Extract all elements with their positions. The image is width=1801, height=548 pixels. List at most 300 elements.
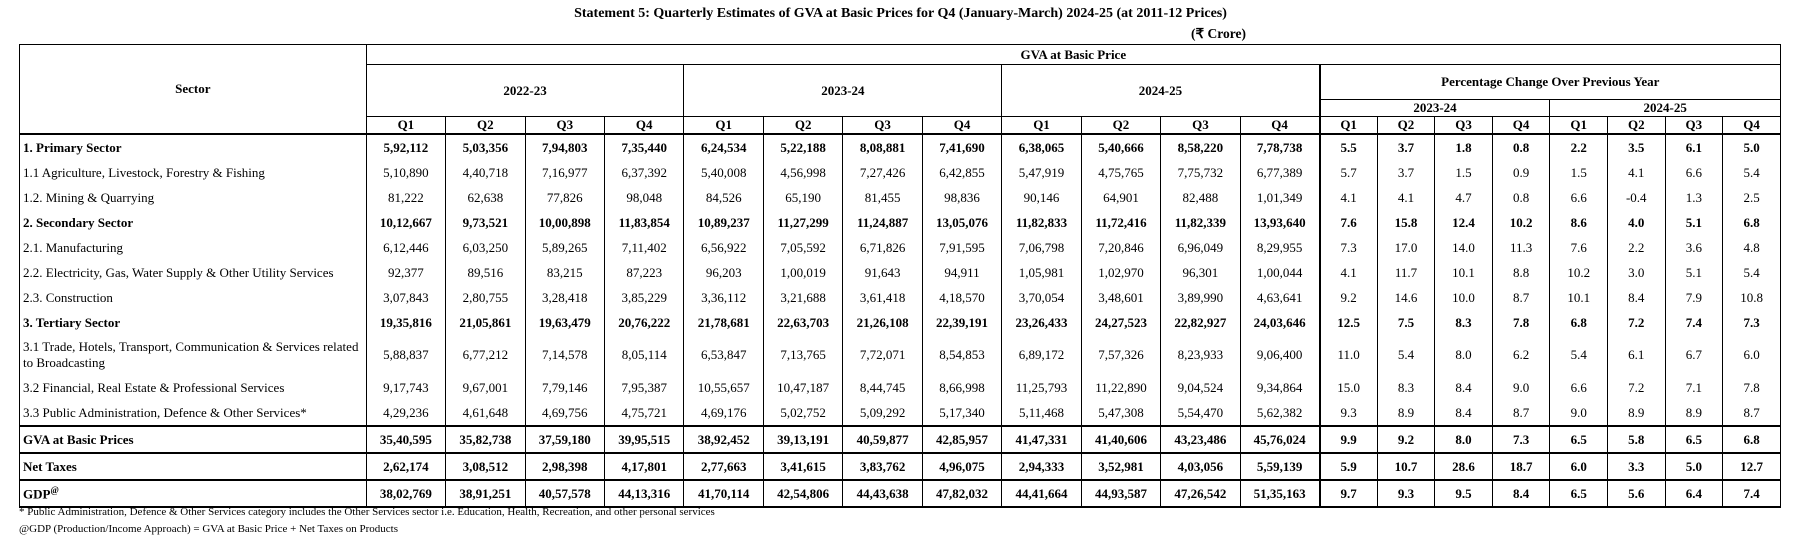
gva-value-cell: 4,69,756 <box>525 400 604 426</box>
gva-value-cell: 7,13,765 <box>763 335 842 375</box>
gva-value-cell: 4,17,801 <box>605 453 684 480</box>
gva-value-cell: 3,41,615 <box>763 453 842 480</box>
gva-value-cell: 40,59,877 <box>843 426 922 453</box>
sector-name: 3.1 Trade, Hotels, Transport, Communication & Services related to Broadcasting <box>20 335 367 375</box>
gva-value-cell: 4,61,648 <box>446 400 525 426</box>
gva-value-cell: 3,52,981 <box>1081 453 1160 480</box>
gva-value-cell: 5,40,666 <box>1081 134 1160 160</box>
gva-value-cell: 9,34,864 <box>1240 375 1319 400</box>
quarter-header: Q1 <box>1320 117 1378 135</box>
sector-name: 1.1 Agriculture, Livestock, Forestry & Fishing <box>20 160 367 185</box>
pct-change-cell: 12.4 <box>1435 210 1493 235</box>
pct-change-cell: 2.2 <box>1550 134 1608 160</box>
quarter-header: Q1 <box>684 117 763 135</box>
quarter-header: Q2 <box>446 117 525 135</box>
gva-value-cell: 6,38,065 <box>1002 134 1081 160</box>
pct-change-cell: 8.4 <box>1492 480 1550 507</box>
gva-value-cell: 44,13,316 <box>605 480 684 507</box>
pct-change-cell: 8.0 <box>1435 335 1493 375</box>
pct-change-cell: 5.9 <box>1320 453 1378 480</box>
sector-name: 1. Primary Sector <box>20 134 367 160</box>
gva-value-cell: 5,02,752 <box>763 400 842 426</box>
gva-value-cell: 4,29,236 <box>366 400 445 426</box>
sector-name: 2.3. Construction <box>20 285 367 310</box>
gva-value-cell: 5,40,008 <box>684 160 763 185</box>
pct-change-cell: 5.5 <box>1320 134 1378 160</box>
gva-value-cell: 3,89,990 <box>1161 285 1240 310</box>
gva-value-cell: 4,63,641 <box>1240 285 1319 310</box>
gva-value-cell: 94,911 <box>922 260 1001 285</box>
gva-value-cell: 10,00,898 <box>525 210 604 235</box>
footnote-marker: @ <box>50 484 59 495</box>
pct-change-cell: 5.6 <box>1607 480 1665 507</box>
pct-change-cell: 8.7 <box>1492 400 1550 426</box>
unit-label: (₹ Crore) <box>1191 26 1246 41</box>
gva-value-cell: 11,22,890 <box>1081 375 1160 400</box>
pct-change-cell: 6.7 <box>1665 335 1723 375</box>
gva-value-cell: 24,03,646 <box>1240 310 1319 335</box>
pct-change-cell: 6.5 <box>1550 426 1608 453</box>
gva-value-cell: 8,08,881 <box>843 134 922 160</box>
pct-change-cell: 9.3 <box>1320 400 1378 426</box>
gva-value-cell: 5,89,265 <box>525 235 604 260</box>
gva-value-cell: 38,92,452 <box>684 426 763 453</box>
gva-value-cell: 9,17,743 <box>366 375 445 400</box>
pct-change-cell: 6.1 <box>1607 335 1665 375</box>
table-row <box>20 310 1781 335</box>
gva-value-cell: 41,47,331 <box>1002 426 1081 453</box>
pct-change-cell: 6.1 <box>1665 134 1723 160</box>
quarter-header: Q4 <box>1492 117 1550 135</box>
gva-value-cell: 19,63,479 <box>525 310 604 335</box>
pct-change-cell: 5.0 <box>1665 453 1723 480</box>
pct-change-cell: 7.2 <box>1607 310 1665 335</box>
gva-value-cell: 7,79,146 <box>525 375 604 400</box>
footnote-public-administration: * Public Administration, Defence & Other Services category includes the Other Services sector i.e. Education, Health, Recreation, and other personal services <box>19 506 715 518</box>
gva-value-cell: 40,57,578 <box>525 480 604 507</box>
gva-value-cell: 98,048 <box>605 185 684 210</box>
gva-value-cell: 3,85,229 <box>605 285 684 310</box>
pct-year-header-2024-25: 2024-25 <box>1550 100 1781 117</box>
pct-change-cell: 6.0 <box>1550 453 1608 480</box>
pct-change-cell: 7.8 <box>1492 310 1550 335</box>
gva-value-cell: 2,62,174 <box>366 453 445 480</box>
pct-change-cell: 3.0 <box>1607 260 1665 285</box>
pct-change-cell: 4.1 <box>1320 185 1378 210</box>
quarter-header: Q3 <box>1161 117 1240 135</box>
gva-value-cell: 19,35,816 <box>366 310 445 335</box>
table-row <box>20 210 1781 235</box>
sector-name: GDP@ <box>20 480 367 507</box>
gva-value-cell: 21,05,861 <box>446 310 525 335</box>
gva-value-cell: 3,83,762 <box>843 453 922 480</box>
gva-value-cell: 8,05,114 <box>605 335 684 375</box>
gva-value-cell: 6,37,392 <box>605 160 684 185</box>
pct-change-cell: 9.7 <box>1320 480 1378 507</box>
pct-change-cell: 10.8 <box>1723 285 1781 310</box>
gva-value-cell: 10,47,187 <box>763 375 842 400</box>
gva-value-cell: 65,190 <box>763 185 842 210</box>
pct-change-cell: 8.6 <box>1550 210 1608 235</box>
table-row <box>20 375 1781 400</box>
gva-value-cell: 8,29,955 <box>1240 235 1319 260</box>
pct-change-cell: 10.1 <box>1435 260 1493 285</box>
gva-value-cell: 1,02,970 <box>1081 260 1160 285</box>
gva-value-cell: 42,54,806 <box>763 480 842 507</box>
gva-value-cell: 7,05,592 <box>763 235 842 260</box>
pct-change-cell: 6.6 <box>1550 375 1608 400</box>
gva-value-cell: 5,11,468 <box>1002 400 1081 426</box>
gva-value-cell: 6,71,826 <box>843 235 922 260</box>
pct-change-cell: 1.5 <box>1435 160 1493 185</box>
table-row <box>20 453 1781 480</box>
gva-value-cell: 8,66,998 <box>922 375 1001 400</box>
pct-change-cell: 4.8 <box>1723 235 1781 260</box>
sector-name: GVA at Basic Prices <box>20 426 367 453</box>
pct-change-cell: 11.7 <box>1377 260 1435 285</box>
gva-value-cell: 6,12,446 <box>366 235 445 260</box>
gva-value-cell: 45,76,024 <box>1240 426 1319 453</box>
gva-value-cell: 6,56,922 <box>684 235 763 260</box>
gva-value-cell: 11,82,833 <box>1002 210 1081 235</box>
gva-value-cell: 7,94,803 <box>525 134 604 160</box>
pct-change-cell: 14.6 <box>1377 285 1435 310</box>
gva-value-cell: 4,69,176 <box>684 400 763 426</box>
gva-value-cell: 96,301 <box>1161 260 1240 285</box>
pct-change-cell: 12.5 <box>1320 310 1378 335</box>
gva-value-cell: 2,94,333 <box>1002 453 1081 480</box>
gva-value-cell: 11,24,887 <box>843 210 922 235</box>
pct-change-cell: 5.4 <box>1550 335 1608 375</box>
pct-change-cell: 7.4 <box>1723 480 1781 507</box>
pct-change-cell: -0.4 <box>1607 185 1665 210</box>
gva-value-cell: 7,78,738 <box>1240 134 1319 160</box>
pct-change-cell: 8.8 <box>1492 260 1550 285</box>
quarter-header: Q1 <box>1002 117 1081 135</box>
pct-change-cell: 6.8 <box>1723 210 1781 235</box>
gva-value-cell: 3,36,112 <box>684 285 763 310</box>
gva-value-cell: 1,05,981 <box>1002 260 1081 285</box>
gva-value-cell: 90,146 <box>1002 185 1081 210</box>
table-row <box>20 160 1781 185</box>
gva-value-cell: 10,89,237 <box>684 210 763 235</box>
gva-value-cell: 5,62,382 <box>1240 400 1319 426</box>
gva-value-cell: 87,223 <box>605 260 684 285</box>
gva-value-cell: 1,00,044 <box>1240 260 1319 285</box>
gva-value-cell: 21,26,108 <box>843 310 922 335</box>
gva-value-cell: 3,28,418 <box>525 285 604 310</box>
pct-change-cell: 8.7 <box>1492 285 1550 310</box>
pct-change-cell: 9.5 <box>1435 480 1493 507</box>
table-row <box>20 426 1781 453</box>
gva-value-cell: 81,222 <box>366 185 445 210</box>
pct-change-cell: 7.8 <box>1723 375 1781 400</box>
quarter-header: Q1 <box>1550 117 1608 135</box>
pct-change-cell: 10.1 <box>1550 285 1608 310</box>
pct-change-cell: 7.9 <box>1665 285 1723 310</box>
pct-change-cell: 8.9 <box>1377 400 1435 426</box>
sector-name: 2.1. Manufacturing <box>20 235 367 260</box>
gva-value-cell: 42,85,957 <box>922 426 1001 453</box>
quarter-header: Q4 <box>1240 117 1319 135</box>
gva-value-cell: 5,10,890 <box>366 160 445 185</box>
pct-change-cell: 8.4 <box>1435 400 1493 426</box>
gva-value-cell: 7,11,402 <box>605 235 684 260</box>
gva-value-cell: 23,26,433 <box>1002 310 1081 335</box>
gva-value-cell: 7,75,732 <box>1161 160 1240 185</box>
gva-value-cell: 7,57,326 <box>1081 335 1160 375</box>
gva-value-cell: 6,96,049 <box>1161 235 1240 260</box>
pct-change-cell: 0.9 <box>1492 160 1550 185</box>
pct-change-cell: 7.6 <box>1550 235 1608 260</box>
gva-value-cell: 7,06,798 <box>1002 235 1081 260</box>
pct-group-header: Percentage Change Over Previous Year <box>1320 65 1781 100</box>
pct-change-cell: 0.8 <box>1492 134 1550 160</box>
sector-name: 2. Secondary Sector <box>20 210 367 235</box>
pct-change-cell: 4.7 <box>1435 185 1493 210</box>
pct-change-cell: 10.0 <box>1435 285 1493 310</box>
pct-change-cell: 8.3 <box>1377 375 1435 400</box>
pct-change-cell: 8.4 <box>1607 285 1665 310</box>
gva-value-cell: 38,02,769 <box>366 480 445 507</box>
pct-change-cell: 1.3 <box>1665 185 1723 210</box>
gva-value-cell: 4,75,765 <box>1081 160 1160 185</box>
gva-value-cell: 3,48,601 <box>1081 285 1160 310</box>
gva-value-cell: 9,04,524 <box>1161 375 1240 400</box>
pct-change-cell: 8.9 <box>1665 400 1723 426</box>
gva-value-cell: 4,40,718 <box>446 160 525 185</box>
pct-change-cell: 3.7 <box>1377 134 1435 160</box>
gva-value-cell: 39,95,515 <box>605 426 684 453</box>
pct-change-cell: 7.3 <box>1723 310 1781 335</box>
quarter-header: Q4 <box>605 117 684 135</box>
gva-value-cell: 82,488 <box>1161 185 1240 210</box>
gva-value-cell: 8,23,933 <box>1161 335 1240 375</box>
pct-change-cell: 14.0 <box>1435 235 1493 260</box>
pct-change-cell: 17.0 <box>1377 235 1435 260</box>
table-row <box>20 134 1781 160</box>
pct-change-cell: 9.2 <box>1377 426 1435 453</box>
pct-change-cell: 5.4 <box>1723 260 1781 285</box>
pct-change-cell: 7.3 <box>1492 426 1550 453</box>
gva-value-cell: 5,17,340 <box>922 400 1001 426</box>
pct-change-cell: 2.5 <box>1723 185 1781 210</box>
pct-change-cell: 9.2 <box>1320 285 1378 310</box>
sector-header: Sector <box>20 45 367 135</box>
gva-value-cell: 41,70,114 <box>684 480 763 507</box>
table-row <box>20 480 1781 507</box>
gva-value-cell: 20,76,222 <box>605 310 684 335</box>
pct-change-cell: 6.8 <box>1550 310 1608 335</box>
gva-value-cell: 98,836 <box>922 185 1001 210</box>
sector-name: 3. Tertiary Sector <box>20 310 367 335</box>
sector-name: 1.2. Mining & Quarrying <box>20 185 367 210</box>
pct-change-cell: 9.9 <box>1320 426 1378 453</box>
table-row <box>20 400 1781 426</box>
sector-name: Net Taxes <box>20 453 367 480</box>
gva-value-cell: 7,35,440 <box>605 134 684 160</box>
gva-value-cell: 6,24,534 <box>684 134 763 160</box>
gva-value-cell: 5,88,837 <box>366 335 445 375</box>
pct-change-cell: 5.1 <box>1665 260 1723 285</box>
gva-value-cell: 1,00,019 <box>763 260 842 285</box>
gva-value-cell: 47,82,032 <box>922 480 1001 507</box>
pct-change-cell: 9.0 <box>1492 375 1550 400</box>
pct-change-cell: 7.5 <box>1377 310 1435 335</box>
gva-value-cell: 91,643 <box>843 260 922 285</box>
gva-value-cell: 44,93,587 <box>1081 480 1160 507</box>
gva-value-cell: 5,22,188 <box>763 134 842 160</box>
pct-change-cell: 4.1 <box>1607 160 1665 185</box>
table-row <box>20 335 1781 375</box>
gva-group-header: GVA at Basic Price <box>366 45 1780 65</box>
pct-change-cell: 6.0 <box>1723 335 1781 375</box>
gva-value-cell: 6,77,389 <box>1240 160 1319 185</box>
gva-value-cell: 5,92,112 <box>366 134 445 160</box>
gva-value-cell: 7,20,846 <box>1081 235 1160 260</box>
pct-change-cell: 11.3 <box>1492 235 1550 260</box>
gva-value-cell: 3,70,054 <box>1002 285 1081 310</box>
gva-value-cell: 1,01,349 <box>1240 185 1319 210</box>
quarter-header: Q2 <box>1377 117 1435 135</box>
gva-value-cell: 41,40,606 <box>1081 426 1160 453</box>
quarter-header: Q3 <box>843 117 922 135</box>
gva-value-cell: 4,03,056 <box>1161 453 1240 480</box>
gva-value-cell: 7,95,387 <box>605 375 684 400</box>
gva-value-cell: 7,27,426 <box>843 160 922 185</box>
gva-value-cell: 7,72,071 <box>843 335 922 375</box>
gva-value-cell: 47,26,542 <box>1161 480 1240 507</box>
gva-value-cell: 51,35,163 <box>1240 480 1319 507</box>
pct-change-cell: 7.3 <box>1320 235 1378 260</box>
footnote-gdp: @GDP (Production/Income Approach) = GVA at Basic Price + Net Taxes on Products <box>19 523 399 535</box>
gva-value-cell: 44,41,664 <box>1002 480 1081 507</box>
gva-value-cell: 13,05,076 <box>922 210 1001 235</box>
gva-value-cell: 84,526 <box>684 185 763 210</box>
gva-value-cell: 10,55,657 <box>684 375 763 400</box>
gva-value-cell: 22,63,703 <box>763 310 842 335</box>
gva-value-cell: 3,61,418 <box>843 285 922 310</box>
gva-value-cell: 7,14,578 <box>525 335 604 375</box>
pct-change-cell: 10.7 <box>1377 453 1435 480</box>
quarter-header: Q2 <box>1607 117 1665 135</box>
pct-change-cell: 2.2 <box>1607 235 1665 260</box>
pct-change-cell: 5.8 <box>1607 426 1665 453</box>
pct-change-cell: 3.7 <box>1377 160 1435 185</box>
statement-title: Statement 5: Quarterly Estimates of GVA at Basic Prices for Q4 (January-March) 2024-25 (at 2011-12 Prices) <box>574 6 1227 21</box>
gva-value-cell: 6,77,212 <box>446 335 525 375</box>
gva-value-cell: 5,47,308 <box>1081 400 1160 426</box>
gva-value-cell: 96,203 <box>684 260 763 285</box>
quarter-header: Q1 <box>366 117 445 135</box>
gva-value-cell: 43,23,486 <box>1161 426 1240 453</box>
pct-change-cell: 10.2 <box>1492 210 1550 235</box>
pct-change-cell: 6.2 <box>1492 335 1550 375</box>
pct-change-cell: 5.0 <box>1723 134 1781 160</box>
gva-value-cell: 4,75,721 <box>605 400 684 426</box>
gva-value-cell: 22,39,191 <box>922 310 1001 335</box>
gva-value-cell: 5,59,139 <box>1240 453 1319 480</box>
pct-change-cell: 8.7 <box>1723 400 1781 426</box>
gva-value-cell: 11,82,339 <box>1161 210 1240 235</box>
year-header-2022-23: 2022-23 <box>366 65 684 117</box>
pct-change-cell: 7.4 <box>1665 310 1723 335</box>
gva-value-cell: 7,41,690 <box>922 134 1001 160</box>
gva-value-cell: 3,08,512 <box>446 453 525 480</box>
quarter-header: Q3 <box>525 117 604 135</box>
gva-value-cell: 77,826 <box>525 185 604 210</box>
sector-name: 2.2. Electricity, Gas, Water Supply & Other Utility Services <box>20 260 367 285</box>
gva-value-cell: 24,27,523 <box>1081 310 1160 335</box>
gva-value-cell: 5,09,292 <box>843 400 922 426</box>
sector-name: 3.3 Public Administration, Defence & Other Services* <box>20 400 367 426</box>
pct-change-cell: 0.8 <box>1492 185 1550 210</box>
pct-change-cell: 8.0 <box>1435 426 1493 453</box>
pct-change-cell: 1.5 <box>1550 160 1608 185</box>
pct-change-cell: 3.3 <box>1607 453 1665 480</box>
pct-change-cell: 12.7 <box>1723 453 1781 480</box>
gva-value-cell: 9,06,400 <box>1240 335 1319 375</box>
gva-value-cell: 6,42,855 <box>922 160 1001 185</box>
year-header-2023-24: 2023-24 <box>684 65 1002 117</box>
pct-change-cell: 4.1 <box>1320 260 1378 285</box>
pct-change-cell: 5.7 <box>1320 160 1378 185</box>
pct-change-cell: 15.8 <box>1377 210 1435 235</box>
pct-change-cell: 6.5 <box>1550 480 1608 507</box>
gva-value-cell: 9,67,001 <box>446 375 525 400</box>
quarter-header: Q2 <box>763 117 842 135</box>
table-row <box>20 185 1781 210</box>
pct-change-cell: 4.1 <box>1377 185 1435 210</box>
pct-change-cell: 7.2 <box>1607 375 1665 400</box>
quarter-header: Q4 <box>1723 117 1781 135</box>
gva-value-cell: 3,21,688 <box>763 285 842 310</box>
gva-value-cell: 2,77,663 <box>684 453 763 480</box>
pct-change-cell: 6.6 <box>1550 185 1608 210</box>
gva-value-cell: 2,80,755 <box>446 285 525 310</box>
gva-value-cell: 2,98,398 <box>525 453 604 480</box>
pct-change-cell: 7.6 <box>1320 210 1378 235</box>
gva-value-cell: 38,91,251 <box>446 480 525 507</box>
gva-value-cell: 5,54,470 <box>1161 400 1240 426</box>
gva-value-cell: 7,16,977 <box>525 160 604 185</box>
gva-value-cell: 8,44,745 <box>843 375 922 400</box>
gva-value-cell: 92,377 <box>366 260 445 285</box>
pct-change-cell: 8.3 <box>1435 310 1493 335</box>
pct-change-cell: 3.5 <box>1607 134 1665 160</box>
gva-value-cell: 8,54,853 <box>922 335 1001 375</box>
gva-value-cell: 35,40,595 <box>366 426 445 453</box>
gva-value-cell: 8,58,220 <box>1161 134 1240 160</box>
gva-value-cell: 9,73,521 <box>446 210 525 235</box>
pct-change-cell: 6.6 <box>1665 160 1723 185</box>
gva-value-cell: 3,07,843 <box>366 285 445 310</box>
gva-value-cell: 7,91,595 <box>922 235 1001 260</box>
sector-name: 3.2 Financial, Real Estate & Professional Services <box>20 375 367 400</box>
gva-value-cell: 6,03,250 <box>446 235 525 260</box>
gva-value-cell: 6,53,847 <box>684 335 763 375</box>
gva-value-cell: 4,18,570 <box>922 285 1001 310</box>
pct-change-cell: 18.7 <box>1492 453 1550 480</box>
pct-change-cell: 8.9 <box>1607 400 1665 426</box>
gva-value-cell: 21,78,681 <box>684 310 763 335</box>
pct-change-cell: 5.4 <box>1723 160 1781 185</box>
pct-change-cell: 1.8 <box>1435 134 1493 160</box>
pct-change-cell: 10.2 <box>1550 260 1608 285</box>
pct-year-header-2023-24: 2023-24 <box>1320 100 1550 117</box>
pct-change-cell: 9.0 <box>1550 400 1608 426</box>
gva-value-cell: 13,93,640 <box>1240 210 1319 235</box>
